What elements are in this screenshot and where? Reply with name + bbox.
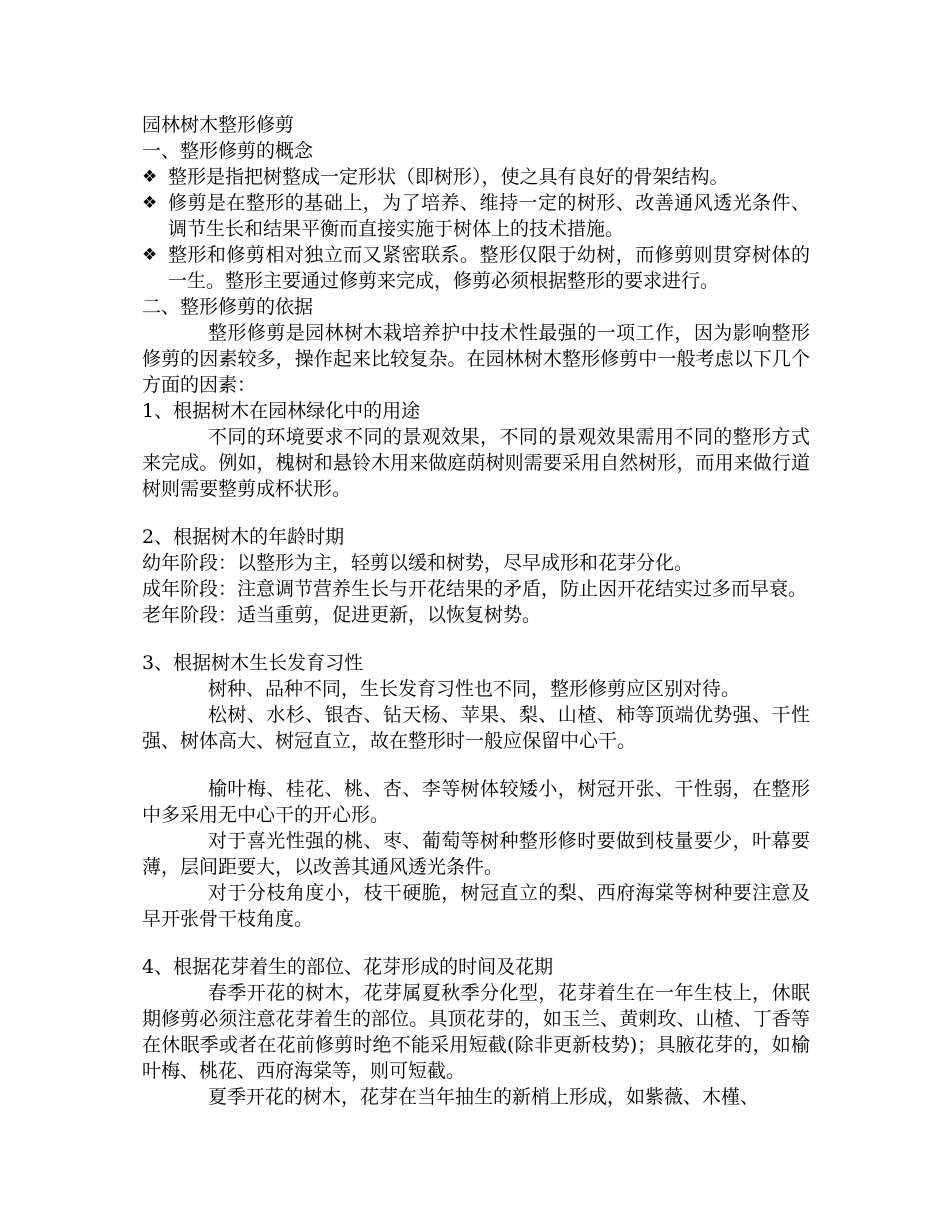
document-page	[142, 112, 810, 1110]
diamond-bullet-icon: ❖	[142, 193, 158, 213]
section-heading-concept: 一、整形修剪的概念	[142, 140, 314, 162]
subsection-heading: 1、根据树木在园林绿化中的用途	[142, 400, 421, 422]
subsection-heading: 3、根据树木生长发育习性	[142, 652, 364, 674]
bullet-item	[142, 190, 810, 242]
paragraph: 树种、品种不同，生长发育习性也不同，整形修剪应区别对待。	[208, 678, 741, 700]
subsection-heading: 2、根据树木的年龄时期	[142, 526, 345, 548]
spacer	[142, 932, 810, 954]
diamond-bullet-icon: ❖	[142, 167, 158, 187]
spacer	[142, 502, 810, 524]
paragraph: 夏季开花的树木，花芽在当年抽生的新梢上形成，如紫薇、木槿、	[208, 1086, 760, 1108]
paragraph: 幼年阶段：以整形为主，轻剪以缓和树势，尽早成形和花芽分化。	[142, 552, 694, 574]
diamond-bullet-icon: ❖	[142, 245, 158, 265]
paragraph: 春季开花的树木，花芽属夏秋季分化型，花芽着生在一年生枝上，休眠期修剪必须注意花芽着生的部位。具顶花芽的，如玉兰、黄刺玫、山楂、丁香等在休眠季或者在花前修剪时绝不能采用短截(除非更新枝势)；具腋花芽的，如榆叶梅、桃花、西府海棠等，则可短截。	[142, 982, 810, 1082]
paragraph: 松树、水杉、银杏、钻天杨、苹果、梨、山楂、柿等顶端优势强、干性强、树体高大、树冠直立，故在整形时一般应保留中心干。	[142, 704, 810, 752]
document-title: 园林树木整形修剪	[142, 114, 295, 136]
bullet-text: 修剪是在整形的基础上，为了培养、维持一定的树形、改善通风透光条件、调节生长和结果平衡而直接实施于树体上的技术措施。	[168, 192, 810, 240]
paragraph: 对于喜光性强的桃、枣、葡萄等树种整形修时要做到枝量要少，叶幕要薄，层间距要大，以改善其通风透光条件。	[142, 830, 810, 878]
paragraph: 对于分枝角度小，枝干硬脆，树冠直立的梨、西府海棠等树种要注意及早开张骨干枝角度。	[142, 882, 810, 930]
paragraph: 不同的环境要求不同的景观效果，不同的景观效果需用不同的整形方式来完成。例如，槐树和悬铃木用来做庭荫树则需要采用自然树形，而用来做行道树则需要整剪成杯状形。	[142, 426, 810, 500]
bullet-item	[142, 164, 810, 190]
paragraph: 成年阶段：注意调节营养生长与开花结果的矛盾，防止因开花结实过多而早衰。	[142, 578, 808, 600]
paragraph: 整形修剪是园林树木栽培养护中技术性最强的一项工作，因为影响整形修剪的因素较多，操作起来比较复杂。在园林树木整形修剪中一般考虑以下几个方面的因素：	[142, 322, 810, 396]
subsection-heading: 4、根据花芽着生的部位、花芽形成的时间及花期	[142, 956, 554, 978]
bullet-item	[142, 242, 810, 294]
spacer	[142, 628, 810, 650]
section-heading-basis: 二、整形修剪的依据	[142, 296, 314, 318]
spacer	[142, 754, 810, 776]
paragraph: 榆叶梅、桂花、桃、杏、李等树体较矮小，树冠开张、干性弱，在整形中多采用无中心干的开心形。	[142, 778, 810, 826]
bullet-text: 整形是指把树整成一定形状（即树形），使之具有良好的骨架结构。	[168, 166, 729, 188]
paragraph: 老年阶段：适当重剪，促进更新，以恢复树势。	[142, 604, 542, 626]
bullet-text: 整形和修剪相对独立而又紧密联系。整形仅限于幼树，而修剪则贯穿树体的一生。整形主要通过修剪来完成，修剪必须根据整形的要求进行。	[168, 244, 810, 292]
